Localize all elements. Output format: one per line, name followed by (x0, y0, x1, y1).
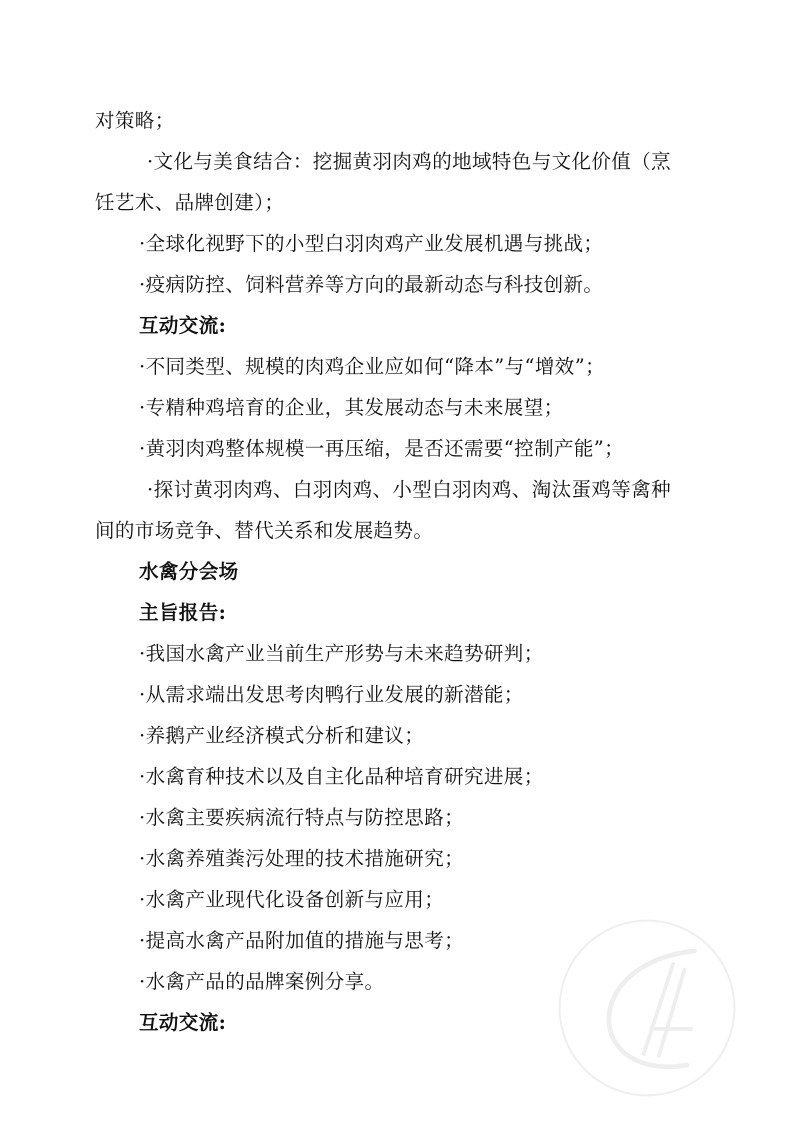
bullet-item: ·不同类型、规模的肉鸡企业应如何“降本”与“增效”； (139, 355, 605, 378)
bullet-item: ·水禽育种技术以及自主化品种培育研究进展； (139, 765, 544, 788)
bullet-item (95, 141, 717, 223)
document-body (95, 100, 717, 1043)
bullet-item: ·水禽养殖粪污处理的技术措施研究； (139, 847, 464, 870)
bullet-item (95, 469, 717, 551)
bullet-line-2: 间的市场竞争、替代关系和发展趋势。 (95, 519, 434, 542)
subsection-heading: 主旨报告: (139, 601, 227, 624)
bullet-item: ·水禽产品的品牌案例分享。 (139, 970, 385, 993)
bullet-item: ·水禽产业现代化设备创新与应用； (139, 888, 445, 911)
paragraph-continuation: 对策略； (95, 109, 175, 132)
bullet-item: ·全球化视野下的小型白羽肉鸡产业发展机遇与挑战； (139, 232, 604, 255)
bullet-item: ·养鹅产业经济模式分析和建议； (139, 724, 425, 747)
bullet-item: ·黄羽肉鸡整体规模一再压缩，是否还需要“控制产能”； (139, 437, 625, 460)
bullet-line-1: ·文化与美食结合：挖掘黄羽肉鸡的地域特色与文化价值（烹 (147, 150, 671, 173)
bullet-item: ·专精种鸡培育的企业，其发展动态与未来展望； (139, 396, 564, 419)
bullet-item: ·疫病防控、饲料营养等方向的最新动态与科技创新。 (139, 273, 604, 296)
bullet-line-1: ·探讨黄羽肉鸡、白羽肉鸡、小型白羽肉鸡、淘汰蛋鸡等禽种 (147, 478, 671, 501)
bullet-item: ·从需求端出发思考肉鸭行业发展的新潜能； (139, 683, 524, 706)
bullet-item: ·水禽主要疾病流行特点与防控思路； (139, 806, 464, 829)
bullet-item: ·我国水禽产业当前生产形势与未来趋势研判； (139, 642, 544, 665)
bullet-line-2: 饪艺术、品牌创建）； (95, 191, 285, 214)
section-heading: 水禽分会场 (139, 560, 239, 583)
bullet-item: ·提高水禽产品附加值的措施与思考； (139, 929, 464, 952)
subsection-heading: 互动交流: (139, 314, 227, 337)
subsection-heading: 互动交流: (139, 1011, 227, 1034)
